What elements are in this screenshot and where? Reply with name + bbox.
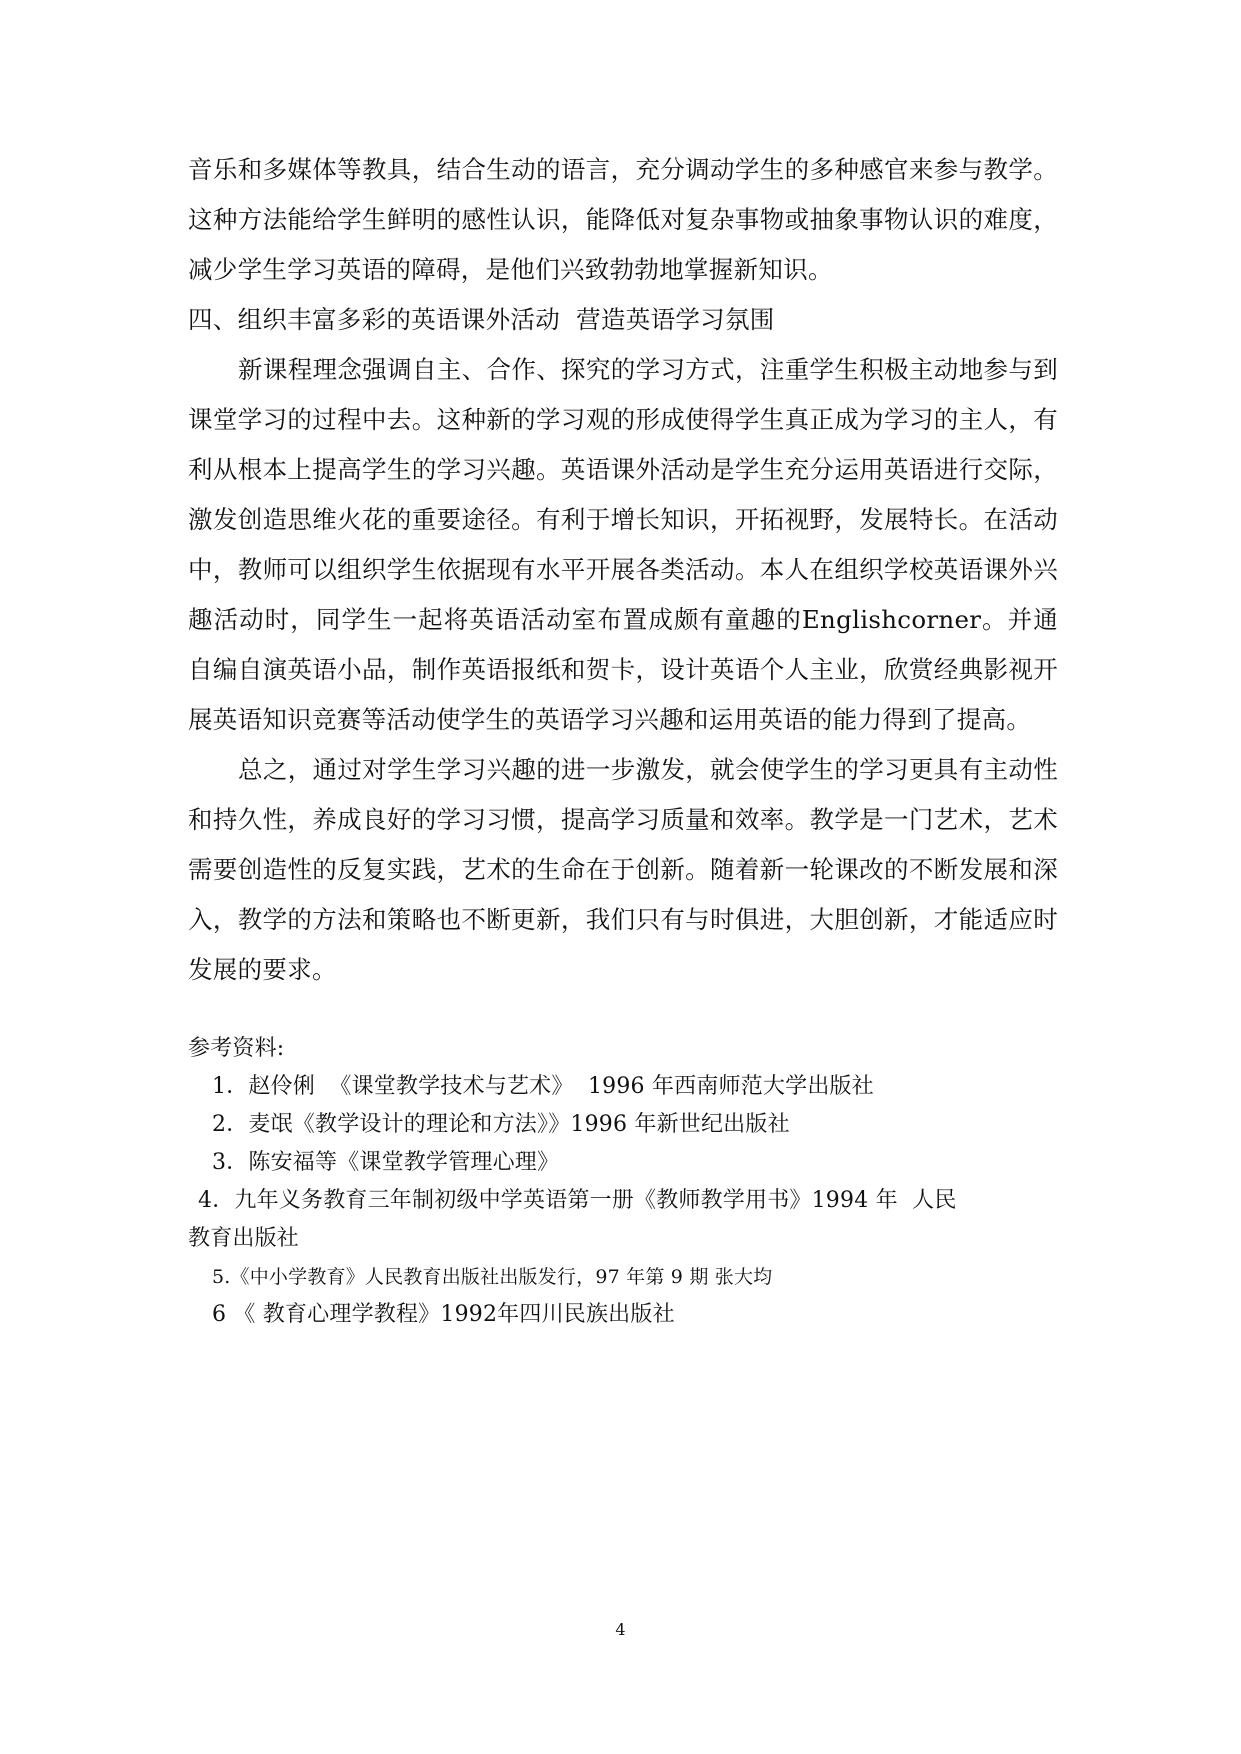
paragraph-line: 和持久性，养成良好的学习习惯，提高学习质量和效率。教学是一门艺术，艺术 xyxy=(188,805,1058,834)
reference-item: 6 《 教育心理学教程》1992年四川民族出版社 xyxy=(212,1302,675,1327)
paragraph-line: 新课程理念强调自主、合作、探究的学习方式，注重学生积极主动地参与到 xyxy=(238,355,1058,384)
references-section xyxy=(188,1030,1058,1334)
paragraph-line: 入，教学的方法和策略也不断更新，我们只有与时俱进，大胆创新，才能适应时 xyxy=(188,905,1058,934)
paragraph-line: 展英语知识竞赛等活动使学生的英语学习兴趣和运用英语的能力得到了提高。 xyxy=(188,705,1032,734)
paragraph-line: 发展的要求。 xyxy=(188,955,337,984)
paragraph-line: 音乐和多媒体等教具，结合生动的语言，充分调动学生的多种感官来参与教学。 xyxy=(188,155,1058,184)
reference-item: 4．九年义务教育三年制初级中学英语第一册《教师教学用书》1994 年 人民 xyxy=(198,1188,957,1213)
section-heading: 四、组织丰富多彩的英语课外活动 营造英语学习氛围 xyxy=(188,305,775,334)
paragraph-line: 课堂学习的过程中去。这种新的学习观的形成使得学生真正成为学习的主人，有 xyxy=(188,405,1058,434)
reference-item: 3．陈安福等《课堂教学管理心理》 xyxy=(212,1150,560,1175)
paragraph-line: 需要创造性的反复实践，艺术的生命在于创新。随着新一轮课改的不断发展和深 xyxy=(188,855,1058,884)
reference-item: 5.《中小学教育》人民教育出版社出版发行，97 年第 9 期 张大均 xyxy=(212,1266,773,1288)
paragraph-line: 中，教师可以组织学生依据现有水平开展各类活动。本人在组织学校英语课外兴 xyxy=(188,555,1058,584)
body-text xyxy=(188,145,1058,995)
paragraph-line: 总之，通过对学生学习兴趣的进一步激发，就会使学生的学习更具有主动性 xyxy=(238,755,1058,784)
paragraph-line: 自编自演英语小品，制作英语报纸和贺卡，设计英语个人主业，欣赏经典影视开 xyxy=(188,655,1058,684)
paragraph-line: 趣活动时，同学生一起将英语活动室布置成颇有童趣的Englishcorner。并通 xyxy=(188,605,1058,634)
page-number: 4 xyxy=(615,1620,626,1639)
paragraph-line: 减少学生学习英语的障碍，是他们兴致勃勃地掌握新知识。 xyxy=(188,255,833,284)
reference-item: 2．麦氓《教学设计的理论和方法》》1996 年新世纪出版社 xyxy=(212,1112,790,1137)
paragraph-line: 利从根本上提高学生的学习兴趣。英语课外活动是学生充分运用英语进行交际， xyxy=(188,455,1058,484)
references-title: 参考资料: xyxy=(188,1036,285,1061)
reference-item-continuation: 教育出版社 xyxy=(188,1226,300,1251)
reference-item: 1．赵伶俐 《课堂教学技术与艺术》 1996 年西南师范大学出版社 xyxy=(212,1074,874,1099)
paragraph-line: 激发创造思维火花的重要途径。有利于增长知识，开拓视野，发展特长。在活动 xyxy=(188,505,1058,534)
paragraph-line: 这种方法能给学生鲜明的感性认识，能降低对复杂事物或抽象事物认识的难度， xyxy=(188,205,1058,234)
